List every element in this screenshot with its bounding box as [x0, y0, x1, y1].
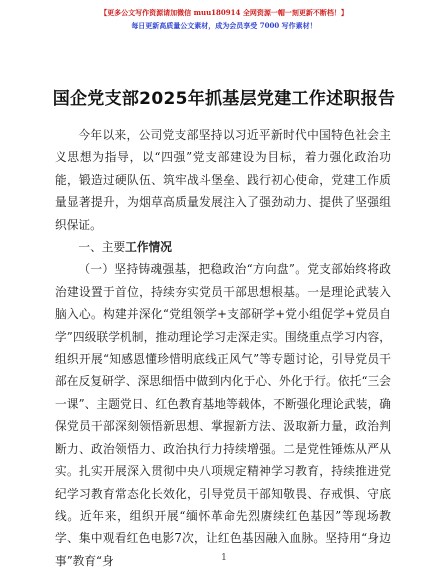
intro-paragraph: 今年以来，公司党支部坚持以习近平新时代中国特色社会主义思想为指导，以“四强”党支部建设为目标，着力强化政治功能，锻造过硬队伍、筑牢战斗堡垒、践行初心使命，党建工作质量显著提升，为烟草高质量发展注入了强劲动力、提供了坚强组织保证。: [55, 128, 391, 232]
document-body: [55, 124, 391, 572]
banner-line-2: 每日更新高质量公文素材，成为会员享受 7000 写作素材！: [131, 21, 317, 30]
banner-line-1: 【更多公文写作资源请加微信 muu180914 全网资源一帽一刻更新不断档！】: [100, 8, 348, 17]
body-paragraph: （一）坚持铸魂强基，把稳政治“方向盘”。党支部始终将政治建设置于首位，持续夯实党员干部思想根基。一是理论武装入脑入心。构建并深化“党组领学+支部研学+党小组促学+党员自学”四级联学机制，推动理论学习走深走实。围绕重点学习内容，组织开展“知感恩懂珍惜明底线正风气”等专题讨论，引导党员干部在反复研学、深思细悟中做到内化于心、外化于行。依托“三会一课”、主题党日、红色教育基地等载体，不断强化理论武装，确保党员干部深刻领悟新思想、掌握新方法、汲取新力量，政治判断力、政治领悟力、政治执行力持续增强。二是党性锤炼从严从实。扎实开展深入贯彻中央八项规定精神学习教育，持续推进党纪学习教育常态化长效化，引导党员干部知敬畏、存戒惧、守底线。近年来，组织开展“缅怀革命先烈赓续红色基因”等现场教学、集中观看红色电影7次，让红色基因融入血脉。坚持用“身边事”教育“身: [55, 262, 391, 568]
section-heading: [55, 236, 391, 258]
page-number: 1: [221, 553, 227, 563]
document-title: 国企党支部2025年抓基层党建工作述职报告: [52, 89, 396, 109]
section-heading-prefix: 一、主要: [78, 240, 126, 255]
section-heading-bold: 工作情况: [125, 240, 172, 255]
promo-banner: [0, 6, 448, 32]
